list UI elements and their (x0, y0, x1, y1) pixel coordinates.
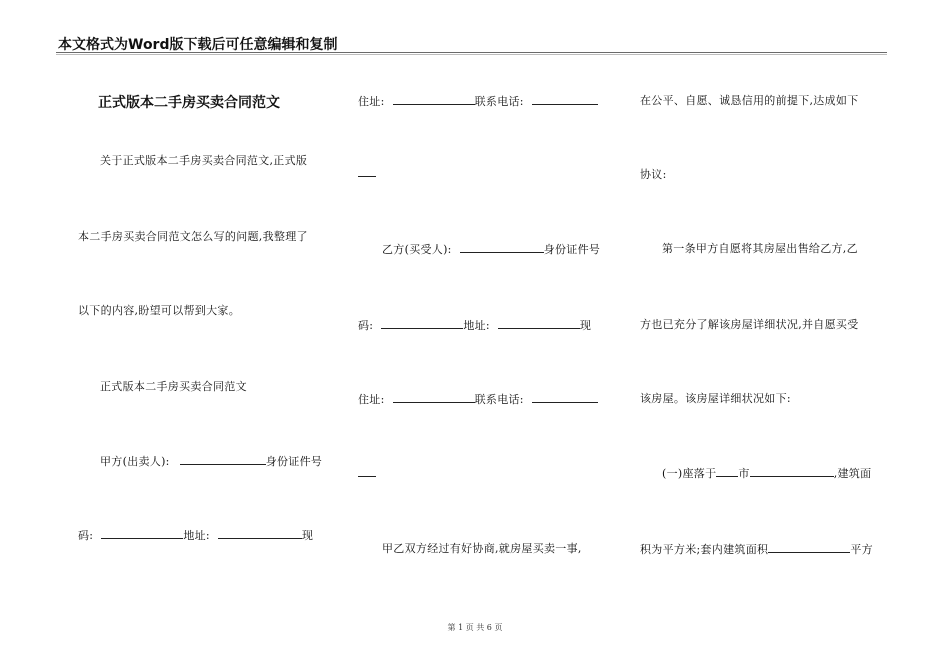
building-area-label: ,建筑面 (833, 467, 872, 480)
col3-line-5: 该房屋。该房屋详细状况如下: (640, 392, 791, 405)
buyer-label: 乙方(买受人): (382, 243, 452, 256)
col3-line-2: 协议: (640, 168, 667, 181)
buyer-residence-blank (393, 392, 475, 403)
col3-line-3: 第一条甲方自愿将其房屋出售给乙方,乙 (662, 242, 858, 255)
buyer-id-blank (381, 318, 463, 329)
col1-line-1: 关于正式版本二手房买卖合同范文,正式版 (100, 154, 308, 167)
col1-line-2: 本二手房买卖合同范文怎么写的问题,我整理了 (78, 230, 308, 243)
col2-line-7: 甲乙双方经过有好协商,就房屋买卖一事, (382, 542, 582, 555)
buyer-address-label: 地址: (463, 319, 490, 332)
buyer-id-label: 身份证件号 (543, 243, 601, 256)
col1-line-5 (100, 454, 322, 469)
document-title: 正式版本二手房买卖合同范文 (98, 95, 280, 111)
col2-line-5 (358, 392, 598, 407)
id-code-label: 码: (78, 529, 94, 542)
buyer-name-blank (460, 242, 544, 253)
buyer-residence-label: 住址: (358, 393, 385, 406)
buyer-id-code-label: 码: (358, 319, 374, 332)
seller-name-blank (180, 454, 266, 465)
district-blank (750, 466, 834, 477)
buyer-current-label: 现 (579, 319, 592, 332)
col1-line-3: 以下的内容,盼望可以帮到大家。 (78, 304, 240, 317)
buyer-phone-continued-blank (358, 466, 376, 477)
col2-line-2 (358, 166, 376, 181)
col2-line-3 (382, 242, 600, 257)
phone-continued-blank (358, 166, 376, 177)
area-sqm-label: 积为平方米;套内建筑面积 (640, 543, 769, 556)
page-number-footer: 第 1 页 共 6 页 (447, 623, 503, 632)
square-label: 平方 (850, 543, 873, 556)
page-header-banner: 本文格式为Word版下载后可任意编辑和复制 (58, 37, 338, 53)
address-label: 地址: (183, 529, 210, 542)
col2-line-1 (358, 94, 598, 109)
buyer-phone-blank (532, 392, 598, 403)
city-label: 市 (738, 467, 750, 480)
buyer-address-blank (498, 318, 580, 329)
col3-line-1: 在公平、自愿、诚恳信用的前提下,达成如下 (640, 94, 859, 107)
buyer-phone-label: 联系电话: (474, 393, 524, 406)
located-label: (一)座落于 (662, 467, 717, 480)
col1-line-4: 正式版本二手房买卖合同范文 (100, 380, 247, 393)
located-blank (716, 466, 738, 477)
col2-line-4 (358, 318, 591, 333)
seller-address-blank (218, 528, 302, 539)
seller-label: 甲方(出卖人): (100, 455, 170, 468)
header-divider-secondary (56, 54, 887, 55)
inner-area-blank (768, 542, 850, 553)
phone-label: 联系电话: (474, 95, 524, 108)
seller-id-blank (101, 528, 183, 539)
col3-line-7 (640, 542, 873, 557)
current-label: 现 (301, 529, 314, 542)
col3-line-4: 方也已充分了解该房屋详细状况,并自愿买受 (640, 318, 859, 331)
col3-line-6 (662, 466, 871, 481)
header-divider (56, 52, 887, 53)
seller-residence-blank (393, 94, 475, 105)
id-number-label: 身份证件号 (265, 455, 323, 468)
col1-line-6 (78, 528, 313, 543)
residence-label: 住址: (358, 95, 385, 108)
col2-line-6 (358, 466, 376, 481)
seller-phone-blank (532, 94, 598, 105)
